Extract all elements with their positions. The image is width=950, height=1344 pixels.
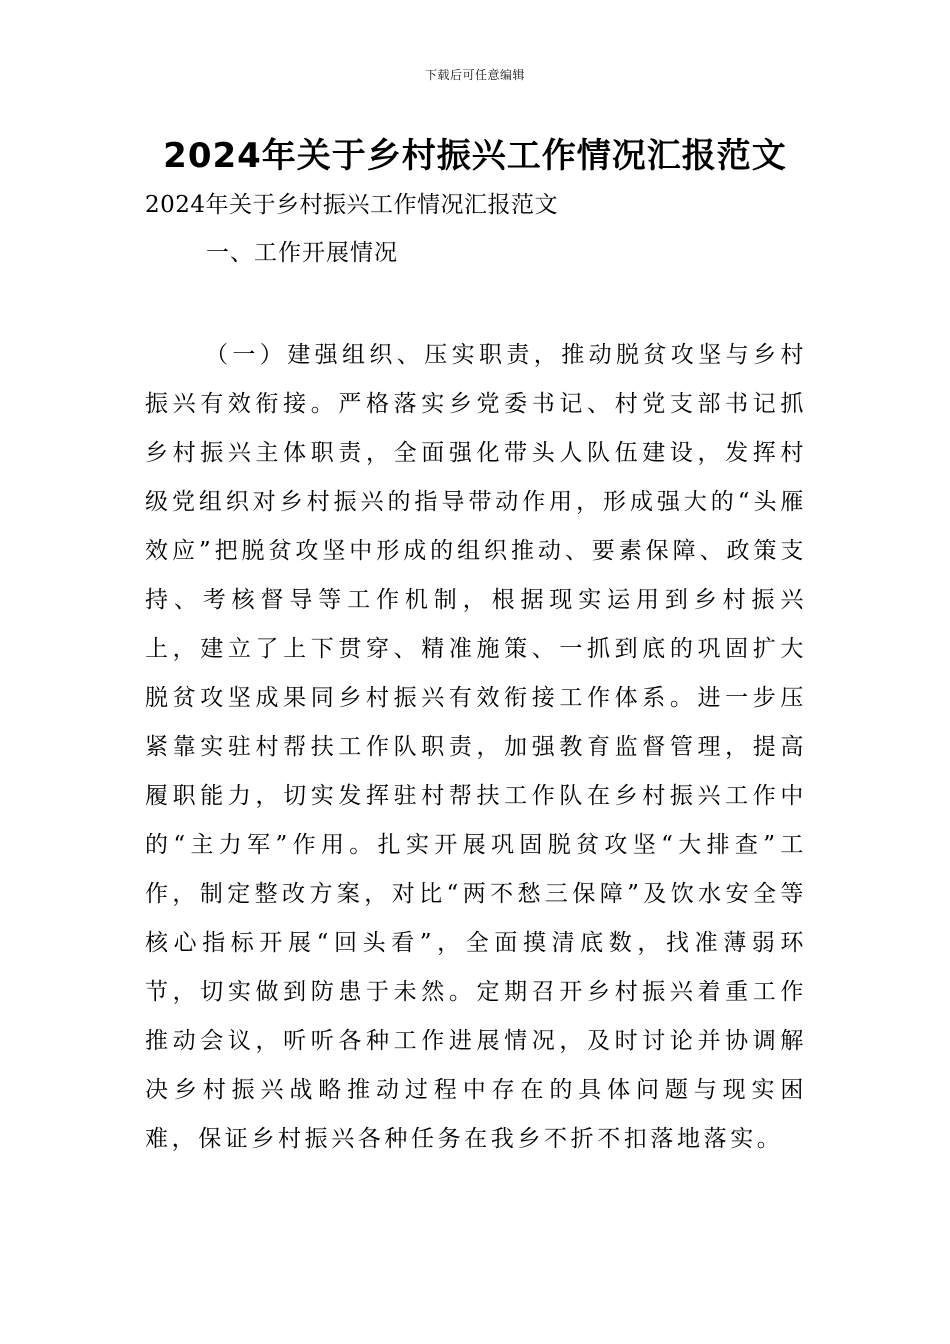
page-title: 2024年关于乡村振兴工作情况汇报范文 (163, 136, 787, 176)
body-paragraph: （一）建强组织、压实职责，推动脱贫攻坚与乡村振兴有效衔接。严格落实乡党委书记、村党支部书记抓乡村振兴主体职责，全面强化带头人队伍建设，发挥村级党组织对乡村振兴的指导带动作用，形成强大的“头雁效应”把脱贫攻坚中形成的组织推动、要素保障、政策支持、考核督导等工作机制，根据现实运用到乡村振兴上，建立了上下贯穿、精准施策、一抓到底的巩固扩大脱贫攻坚成果同乡村振兴有效衔接工作体系。进一步压紧靠实驻村帮扶工作队职责，加强教育监督管理，提高履职能力，切实发挥驻村帮扶工作队在乡村振兴工作中的“主力军”作用。扎实开展巩固脱贫攻坚“大排查”工作，制定整改方案，对比“两不愁三保障”及饮水安全等核心指标开展“回头看”，全面摸清底数，找准薄弱环节，切实做到防患于未然。定期召开乡村振兴着重工作推动会议，听听各种工作进展情况，及时讨论并协调解决乡村振兴战略推动过程中存在的具体问题与现实困难，保证乡村振兴各种任务在我乡不折不扣落地落实。 (145, 342, 807, 1152)
section-heading: 一、工作开展情况 (206, 240, 398, 266)
header-note: 下载后可任意编辑 (424, 68, 525, 82)
document-subtitle: 2024年关于乡村振兴工作情况汇报范文 (145, 192, 559, 218)
